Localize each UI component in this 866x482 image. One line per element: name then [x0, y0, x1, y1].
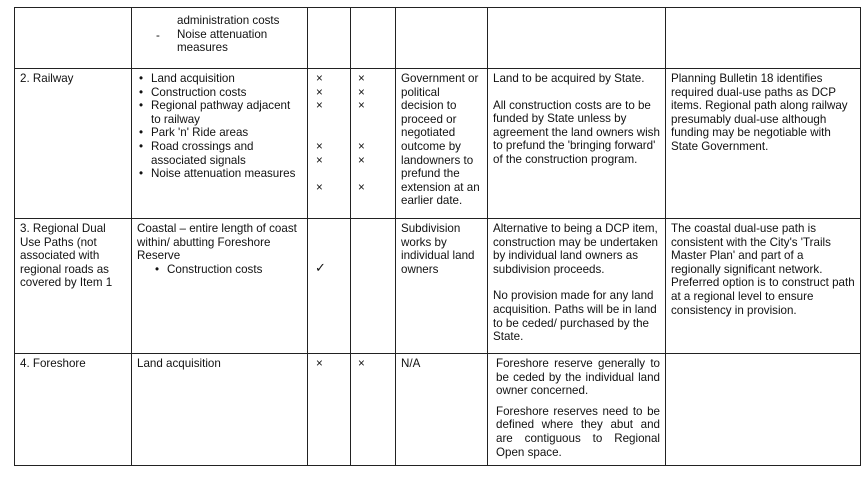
funding-text: Foreshore reserves need to be defined where they abut and are contiguous to Regional Open space.	[496, 404, 660, 459]
cross-mark: ×	[358, 180, 365, 194]
cross-mark: ×	[358, 99, 365, 113]
funding-cell	[488, 8, 666, 69]
comment-cell	[666, 354, 861, 466]
spacer	[493, 276, 660, 289]
funding-cell	[488, 219, 666, 354]
table-row	[15, 8, 861, 69]
funding-cell	[488, 69, 666, 219]
cost-items-table	[14, 7, 861, 466]
mark-cell	[308, 69, 351, 219]
cross-mark: ×	[358, 72, 365, 85]
item-name: 2. Railway	[15, 69, 132, 219]
item-cell	[15, 8, 132, 69]
mark-cell	[308, 8, 351, 69]
comment-cell: The coastal dual-use path is consistent with the City's 'Trails Master Plan' and part of a regionally significant network. Preferred option is to construct path at a regional level to ensure consistency in provision.	[666, 219, 861, 354]
spacer	[316, 113, 345, 127]
cross-mark: ×	[358, 139, 365, 153]
cross-mark: ×	[358, 357, 365, 370]
funding-text: Alternative to being a DCP item, construction may be undertaken by individual land owners as subdivision proceeds.	[493, 222, 658, 276]
spacer	[358, 126, 390, 140]
component-cell	[132, 69, 308, 219]
list-item: • Regional pathway adjacent to railway	[151, 99, 302, 126]
trigger-cell: Subdivision works by individual land owners	[396, 219, 488, 354]
cross-mark: ×	[316, 72, 323, 85]
spacer	[358, 113, 390, 127]
mark-cell	[351, 219, 396, 354]
list-item: administration costs	[177, 14, 280, 27]
component-text: Land acquisition	[132, 354, 308, 466]
funding-text: Foreshore reserve generally to be ceded by the individual land owner concerned.	[496, 357, 660, 398]
spacer	[358, 167, 390, 181]
mark-cell	[308, 219, 351, 354]
list-item: • Construction costs	[151, 86, 302, 100]
cross-mark: ×	[316, 180, 323, 194]
cross-mark: ×	[316, 99, 323, 113]
list-item: • Noise attenuation measures	[151, 167, 302, 181]
list-item: - Noise attenuation measures	[177, 28, 302, 55]
cross-mark: ×	[316, 357, 323, 370]
list-item: • Construction costs	[167, 263, 302, 277]
trigger-cell: N/A	[396, 354, 488, 466]
list-item: • Park 'n' Ride areas	[151, 126, 302, 140]
component-cell	[132, 8, 308, 69]
mark-cell	[351, 8, 396, 69]
item-name: 4. Foreshore	[15, 354, 132, 466]
cross-mark: ×	[358, 85, 365, 99]
funding-text: All construction costs are to be funded by State unless by agreement the land owners wish to prefund the 'bringing forward' of the construction program.	[493, 98, 660, 166]
comment-cell	[666, 8, 861, 69]
item-name: 3. Regional Dual Use Paths (not associated with regional roads as covered by Item 1	[15, 219, 132, 354]
cross-mark: ×	[316, 153, 323, 167]
mark-cell	[308, 354, 351, 466]
spacer	[316, 126, 345, 140]
funding-text: No provision made for any land acquisition. Paths will be in land to be ceded/ purchased by the State.	[493, 289, 657, 344]
component-cell	[132, 219, 308, 354]
check-mark: ✓	[315, 260, 326, 275]
table-row	[15, 354, 861, 466]
spacer	[496, 398, 660, 405]
funding-text: Land to be acquired by State.	[493, 72, 645, 85]
spacer	[493, 86, 660, 99]
cross-mark: ×	[316, 85, 323, 99]
cross-mark: ×	[358, 153, 365, 167]
component-desc: Coastal – entire length of coast within/ abutting Foreshore Reserve	[137, 222, 297, 263]
mark-cell	[351, 69, 396, 219]
table-row	[15, 219, 861, 354]
trigger-cell	[396, 8, 488, 69]
comment-cell: Planning Bulletin 18 identifies required dual-use paths as DCP items. Regional path along railway presumably dual-use although funding may be negotiable with State Government.	[666, 69, 861, 219]
funding-cell	[488, 354, 666, 466]
cross-mark: ×	[316, 139, 323, 153]
trigger-cell: Government or political decision to proceed or negotiated outcome by landowners to prefund the extension at an earlier date.	[396, 69, 488, 219]
list-item: • Road crossings and associated signals	[151, 140, 302, 167]
spacer	[316, 167, 345, 181]
mark-cell	[351, 354, 396, 466]
table-row	[15, 69, 861, 219]
list-item: • Land acquisition	[151, 72, 302, 86]
